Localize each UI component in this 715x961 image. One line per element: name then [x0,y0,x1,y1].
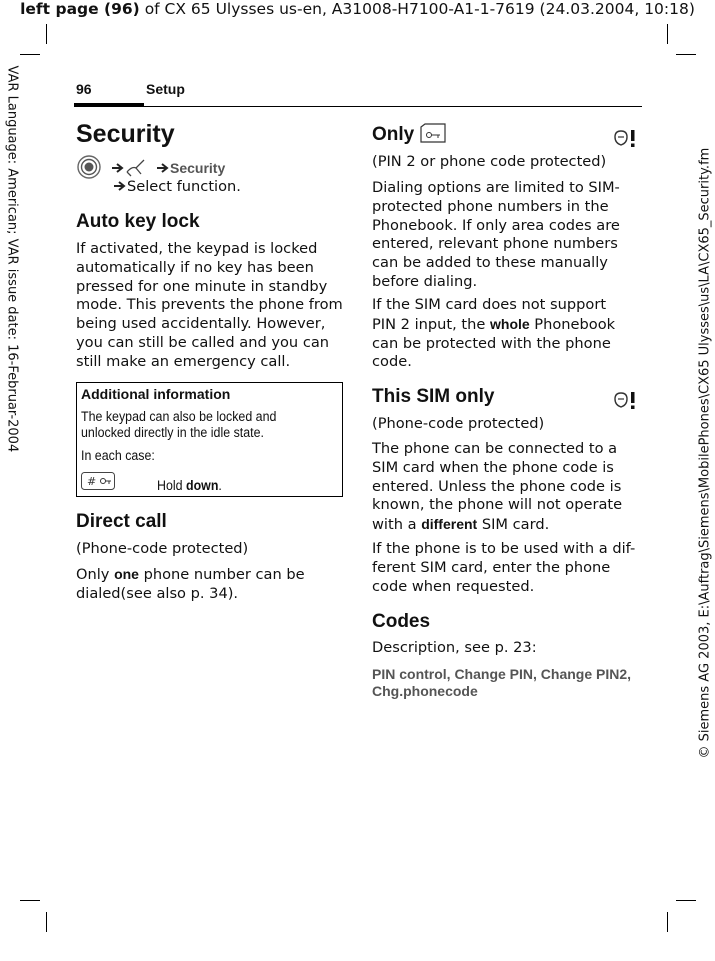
only-heading-text: Only [372,124,415,145]
codes-line: Chg.phonecode [372,683,478,699]
text-run: Only [76,566,115,583]
auto-key-lock-heading: Auto key lock [76,211,200,232]
nav-select-text: Select function. [127,178,241,195]
svg-text:#: # [87,475,97,488]
nav-security: Security [170,160,226,176]
text-run: SIM card. [477,516,550,534]
text-line: before dialing. [372,272,478,290]
direct-call-protected: (Phone-code protected) [76,540,249,557]
setup-menu-icon [124,156,148,178]
sim-card-icon [420,123,446,143]
page-title: Security [76,120,175,148]
text-run: Phonebook [529,315,616,333]
text-line: pressed for one minute in standby [76,277,328,295]
text-line [76,565,346,585]
text-run: with a [372,516,422,534]
text-line: code when requested. [372,577,535,595]
text-run: PIN 2 input, the [372,315,490,333]
arrow-right-icon [113,180,127,192]
hold-end: . [218,478,222,493]
text-line: code. [372,353,412,371]
codes-desc: Description, see p. 23: [372,639,537,656]
right-margin-note: © Siemens AG 2003, E:\Auftrag\Siemens\MobilePhones\CX65 Ulysses\us\LA\CX65_Security.fm [697,147,713,759]
header-rest: of CX 65 Ulysses us-en, A31008-H7100-A1-1-7619 (24.03.2004, 10:18) [139,0,695,18]
text-line [372,515,642,535]
info-line: The keypad can also be locked and [81,409,277,424]
text-line: entered. Unless the phone code is [372,477,622,495]
page-number: 96 [76,81,92,97]
info-box-title: Additional information [81,386,231,402]
text-line: entered, relevant phone numbers [372,235,618,253]
text-bold: whole [490,315,530,332]
text-bold: one [114,566,139,582]
text-line: known, the phone will not operate [372,496,623,514]
direct-call-heading: Direct call [76,511,167,532]
only-protected: (PIN 2 or phone code protected) [372,153,607,170]
text-line: protected phone numbers in the [372,197,609,215]
info-box [76,382,343,497]
section-title: Setup [146,81,185,97]
arrow-right-icon [156,162,170,174]
hold-bold: down [185,478,219,493]
info-hold [157,478,222,493]
only-heading [372,123,446,146]
text-line: still make an emergency call. [76,352,291,370]
header-bold: left page (96) [20,0,140,18]
navigation-key-icon [77,154,107,182]
info-each-case: In each case: [81,448,155,463]
sim-only-para2 [372,540,647,596]
protected-icon [612,127,638,149]
print-header [0,0,715,18]
hold-text: Hold [157,478,186,493]
auto-key-lock-text [76,240,346,372]
text-line: ferent SIM card, enter the phone [372,558,611,576]
sim-only-heading: This SIM only [372,386,495,407]
arrow-right-icon [111,162,125,174]
protected-icon [612,389,638,411]
text-line: SIM card when the phone code is [372,458,614,476]
text-line: dialed(see also p. 34). [76,584,239,602]
header-rule [74,106,642,107]
direct-call-text [76,565,346,604]
text-line: If the phone is to be used with a dif- [372,540,636,557]
text-line: The phone can be connected to a [372,440,618,457]
sim-only-protected: (Phone-code protected) [372,415,545,432]
text-line: automatically if no key has been [76,258,314,276]
text-line: If activated, the keypad is locked [76,240,318,257]
text-line: can be protected with the phone [372,334,611,352]
text-bold: different [421,516,478,533]
text-line: Phonebook. If only area codes are [372,216,620,234]
codes-items [372,666,647,700]
codes-line: PIN control, Change PIN, Change PIN2, [372,666,632,682]
info-box-text [81,409,276,441]
left-margin-note: VAR Language: American; VAR issue date: 16-Februar-2004 [4,65,20,453]
text-line: can be added to these manually [372,254,608,272]
text-line: If the SIM card does not support [372,296,607,313]
text-run: phone number can be [138,566,305,583]
sim-only-para1 [372,440,642,535]
text-line: you can still be called and you can [76,333,330,351]
only-para2 [372,296,642,372]
text-line [372,315,642,335]
only-para1 [372,179,642,292]
text-line: mode. This prevents the phone from [76,296,343,314]
info-line: unlocked directly in the idle state. [81,425,264,440]
hash-key-icon [81,472,115,490]
text-line: being used accidentally. However, [76,315,326,333]
text-line: Dialing options are limited to SIM- [372,179,620,196]
codes-heading: Codes [372,611,431,632]
nav-select-line [113,178,241,197]
